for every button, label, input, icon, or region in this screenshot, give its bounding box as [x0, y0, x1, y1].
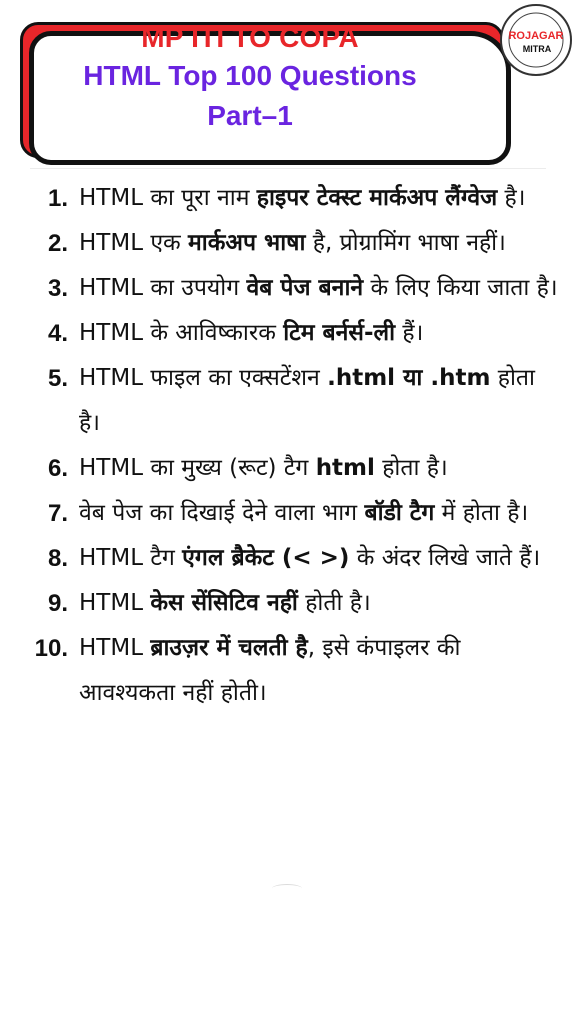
- logo-bottom-text: MITRA: [522, 44, 552, 54]
- item-text: होती है।: [297, 590, 371, 616]
- item-text: HTML के आविष्कारक: [79, 320, 284, 346]
- question-list: [0, 176, 576, 716]
- rojagar-mitra-logo: [500, 4, 572, 76]
- header-title: MP ITI TO COPA: [141, 22, 359, 53]
- item-bold-text: .html या .htm: [327, 365, 491, 391]
- header-divider: [30, 168, 546, 169]
- list-item: [0, 356, 576, 446]
- item-text: है, प्रोग्रामिंग भाषा नहीं।: [305, 230, 506, 256]
- item-number: 6.: [47, 455, 68, 482]
- item-text: में होता है।: [434, 500, 529, 526]
- item-number: 3.: [47, 275, 68, 302]
- header-subtitle: HTML Top 100 Questions: [83, 60, 417, 91]
- item-number: 4.: [47, 320, 68, 347]
- item-bold-text: मार्कअप भाषा: [188, 230, 306, 256]
- list-item: [0, 311, 576, 356]
- list-item: [0, 536, 576, 581]
- item-text: HTML फाइल का एक्सटेंशन: [79, 365, 328, 391]
- item-text: HTML का मुख्य (रूट) टैग: [79, 455, 316, 481]
- logo-top-text: ROJAGAR: [508, 30, 564, 42]
- bottom-scroll-mark: [272, 884, 302, 893]
- item-text: HTML: [79, 635, 151, 661]
- item-text: होता है।: [79, 365, 536, 436]
- item-text: होता है।: [374, 455, 448, 481]
- item-text: HTML टैग: [79, 545, 183, 571]
- item-text: , इसे कंपाइलर की आवश्यकता नहीं होती।: [79, 635, 461, 706]
- item-text: HTML एक: [79, 230, 189, 256]
- item-bold-text: हाइपर टेक्स्ट मार्कअप लैंग्वेज: [256, 185, 498, 211]
- item-number: 8.: [47, 545, 68, 572]
- item-number: 7.: [47, 500, 68, 527]
- list-item: [0, 491, 576, 536]
- item-number: 9.: [47, 590, 68, 617]
- item-number: 5.: [47, 365, 68, 392]
- item-bold-text: बॉडी टैग: [364, 500, 435, 526]
- list-item: [0, 221, 576, 266]
- list-item: [0, 581, 576, 626]
- item-number: 2.: [47, 230, 68, 257]
- item-text: HTML: [79, 590, 151, 616]
- item-bold-text: html: [315, 455, 375, 481]
- list-item: [0, 446, 576, 491]
- item-text: HTML का उपयोग: [79, 275, 247, 301]
- item-text: वेब पेज का दिखाई देने वाला भाग: [79, 500, 365, 526]
- item-text: HTML का पूरा नाम: [79, 185, 257, 211]
- item-number: 1.: [47, 185, 68, 212]
- header-part-label: Part–1: [207, 100, 293, 131]
- logo-icon: [502, 6, 570, 74]
- item-text: के अंदर लिखे जाते हैं।: [349, 545, 541, 571]
- item-text: के लिए किया जाता है।: [363, 275, 558, 301]
- item-bold-text: वेब पेज बनाने: [246, 275, 364, 301]
- list-item: [0, 626, 576, 716]
- item-bold-text: ब्राउज़र में चलती है: [150, 635, 308, 661]
- item-number: 10.: [34, 635, 68, 662]
- item-bold-text: एंगल ब्रैकेट (< >): [182, 545, 350, 571]
- item-text: हैं।: [395, 320, 424, 346]
- item-text: है।: [497, 185, 526, 211]
- item-bold-text: केस सेंसिटिव नहीं: [150, 590, 298, 616]
- list-item: [0, 176, 576, 221]
- list-item: [0, 266, 576, 311]
- item-bold-text: टिम बर्नर्स-ली: [283, 320, 396, 346]
